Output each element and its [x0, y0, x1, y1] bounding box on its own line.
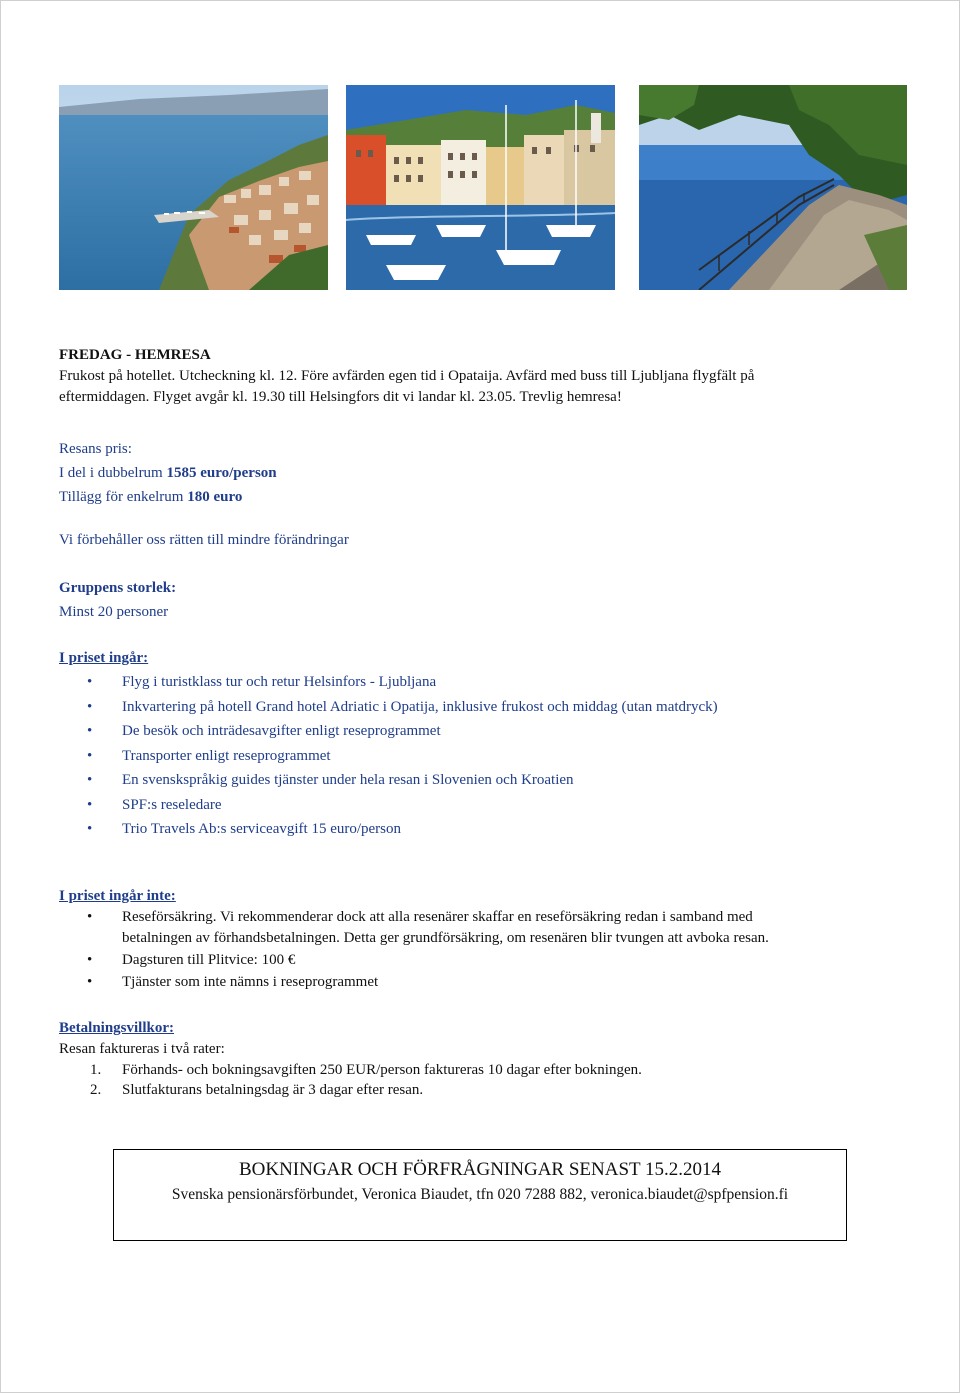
included-section: [59, 646, 920, 842]
list-item: [59, 1080, 920, 1100]
double-room-price: [59, 461, 920, 485]
not-included-list: [59, 907, 920, 993]
list-item: • Trio Travels Ab:s serviceavgift 15 euro/person: [59, 817, 920, 842]
single-room-value: 180 euro: [187, 489, 243, 505]
friday-line-2: eftermiddagen. Flyget avgår kl. 19.30 till Helsingfors dit vi landar kl. 23.05. Trevlig hemresa!: [59, 389, 622, 405]
included-heading: I priset ingår:: [59, 650, 149, 666]
payment-item-text: Förhands- och bokningsavgiften 250 EUR/person faktureras 10 dagar efter bokningen.: [122, 1062, 642, 1078]
seaside-promenade-photo: [639, 85, 907, 290]
double-room-label: I del i dubbelrum: [59, 465, 167, 481]
harbor-boats-photo: [346, 85, 615, 290]
list-item: • Flyg i turistklass tur och retur Helsinfors - Ljubljana: [59, 670, 920, 695]
coastal-town-aerial-photo: [59, 85, 328, 290]
list-item: [59, 907, 920, 949]
friday-section: [59, 344, 920, 408]
payment-list: [59, 1060, 920, 1100]
list-item: • Dagsturen till Plitvice: 100 €: [59, 949, 920, 971]
price-section: [59, 437, 920, 509]
not-included-section: [59, 885, 920, 993]
booking-contact: Svenska pensionärsförbundet, Veronica Biaudet, tfn 020 7288 882, veronica.biaudet@spfpension.fi: [171, 1186, 789, 1203]
group-value: Minst 20 personer: [59, 604, 169, 620]
group-section: [59, 576, 920, 624]
included-list: [59, 670, 920, 842]
list-item: [59, 1060, 920, 1080]
booking-box: [113, 1149, 847, 1241]
list-number: 1.: [90, 1062, 102, 1078]
friday-heading: FREDAG - HEMRESA: [59, 347, 211, 363]
payment-heading: Betalningsvillkor:: [59, 1020, 175, 1036]
insurance-line-2: betalningen av förhandsbetalningen. Detta ger grundförsäkring, om resenären blir tvungen att avboka resan.: [122, 930, 769, 946]
list-item: • Transporter enligt reseprogrammet: [59, 744, 920, 769]
payment-intro: Resan faktureras i två rater:: [59, 1041, 225, 1057]
friday-line-1: Frukost på hotellet. Utcheckning kl. 12. Före avfärden egen tid i Opataija. Avfärd med buss till Ljubljana flygfält på: [59, 368, 755, 384]
not-included-heading: I priset ingår inte:: [59, 888, 176, 904]
booking-title: BOKNINGAR OCH FÖRFRÅGNINGAR SENAST 15.2.2014: [238, 1159, 722, 1180]
list-item: • En svenskspråkig guides tjänster under hela resan i Slovenien och Kroatien: [59, 768, 920, 793]
list-item: • SPF:s reseledare: [59, 793, 920, 818]
list-item: • De besök och inträdesavgifter enligt reseprogrammet: [59, 719, 920, 744]
group-heading: Gruppens storlek:: [59, 580, 177, 596]
disclaimer: Vi förbehåller oss rätten till mindre förändringar: [59, 532, 349, 548]
list-item: • Tjänster som inte nämns i reseprogrammet: [59, 971, 920, 993]
single-room-supplement: [59, 485, 920, 509]
price-heading: Resans pris:: [59, 441, 132, 457]
payment-item-text: Slutfakturans betalningsdag är 3 dagar efter resan.: [122, 1082, 424, 1098]
payment-section: [59, 1017, 920, 1100]
insurance-line-1: • Reseförsäkring. Vi rekommenderar dock att alla resenärer skaffar en reseförsäkring redan i samband med: [122, 909, 753, 925]
list-number: 2.: [90, 1082, 102, 1098]
double-room-value: 1585 euro/person: [166, 465, 277, 481]
single-room-label: Tillägg för enkelrum: [59, 489, 188, 505]
list-item: • Inkvartering på hotell Grand hotel Adriatic i Opatija, inklusive frukost och middag (utan matdryck): [59, 695, 920, 720]
